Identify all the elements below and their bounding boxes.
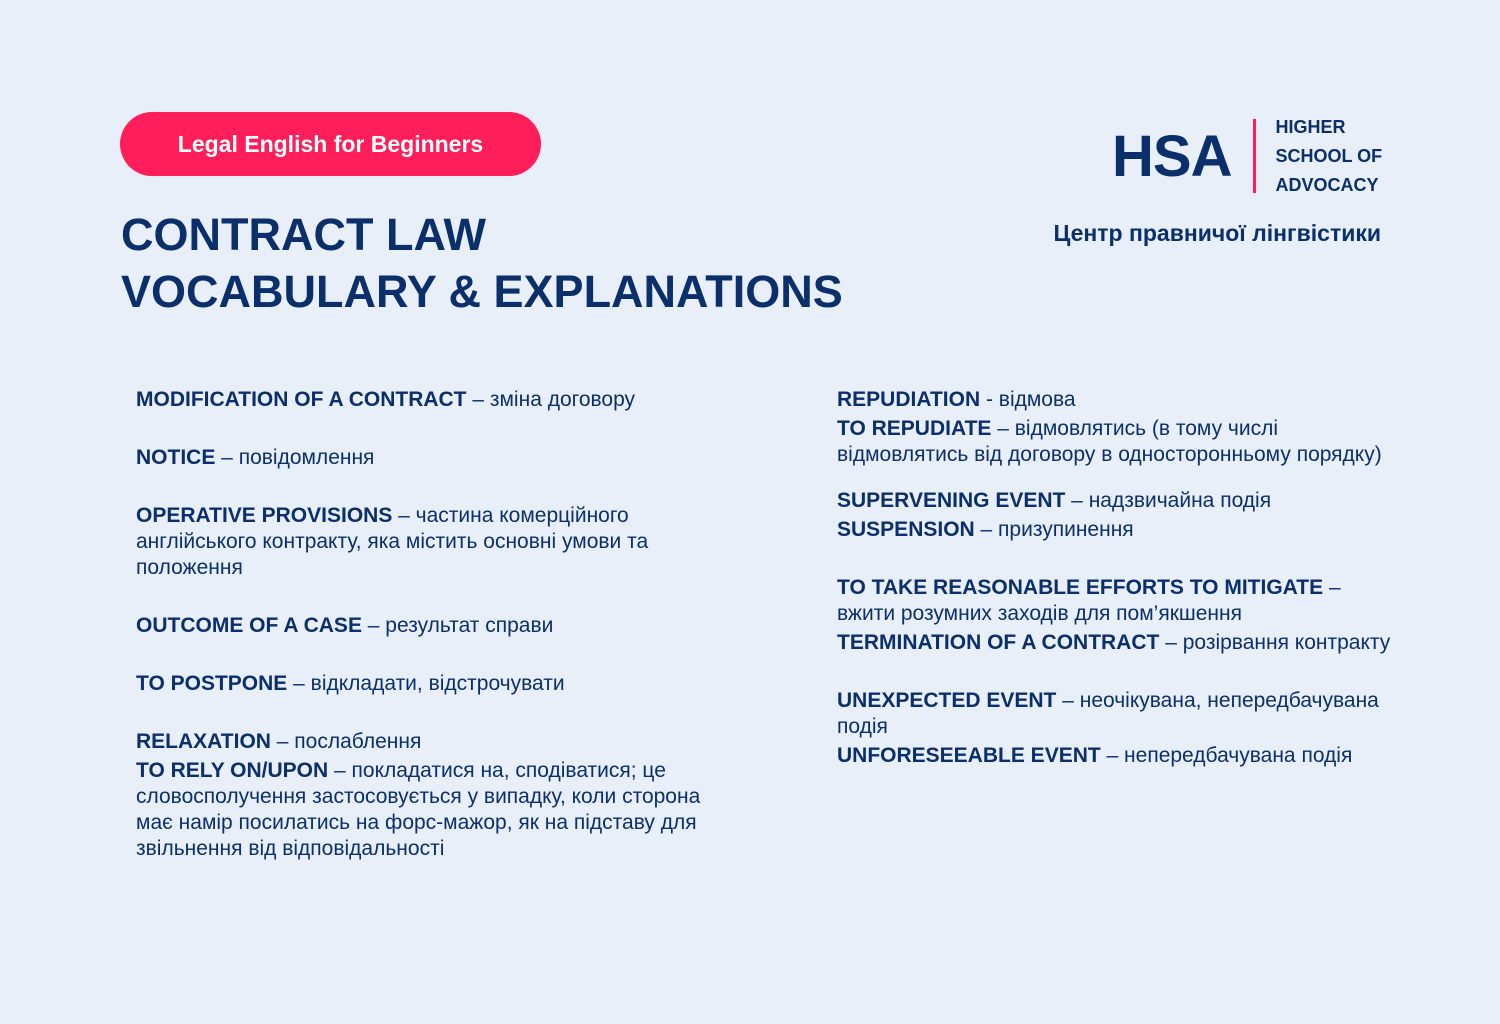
vocab-entry <box>837 387 1397 413</box>
hsa-logo <box>1112 116 1382 196</box>
vocab-entry <box>136 758 736 862</box>
title-line-1: CONTRACT LAW <box>121 209 486 260</box>
vocab-term: SUPERVENING EVENT <box>837 489 1066 512</box>
vocab-definition: – призупинення <box>974 518 1134 541</box>
vocab-term: UNFORESEEABLE EVENT <box>837 744 1101 767</box>
vocab-entry <box>136 503 736 581</box>
logo-word-advocacy: ADVOCACY <box>1275 174 1379 195</box>
vocab-term: TERMINATION OF A CONTRACT <box>837 631 1160 654</box>
vocab-definition: – вжити розумних заходів для пом’якшення <box>837 576 1341 625</box>
title-line-2: VOCABULARY & EXPLANATIONS <box>121 266 843 317</box>
vocab-definition: – покладатися на, сподіватися; це словосполучення застосовується у випадку, коли сторона має намір посилатись на форс-мажор, як на підставу для звільнення від відповідальності <box>136 759 701 860</box>
vocab-entry <box>136 671 736 697</box>
vocab-term: TO REPUDIATE <box>837 417 992 440</box>
vocab-definition: – розірвання контракту <box>1159 631 1391 654</box>
course-badge-label: Legal English for Beginners <box>177 130 484 157</box>
vocab-definition: – відкладати, відстрочувати <box>287 672 565 695</box>
vocab-entry <box>837 688 1397 740</box>
vocab-entry <box>136 613 736 639</box>
center-name: Центр правничої лінгвістики <box>1053 220 1381 246</box>
vocab-definition: – відмовлятись (в тому числі відмовлятись від договору в односторонньому порядку) <box>837 417 1382 466</box>
vocab-entry <box>136 387 736 413</box>
logo-word-higher: HIGHER <box>1275 116 1346 137</box>
vocab-entry <box>837 630 1397 656</box>
vocab-term: TO POSTPONE <box>136 672 288 695</box>
vocab-definition: – результат справи <box>361 614 554 637</box>
vocab-entry <box>136 729 736 755</box>
vocab-definition: – неочікувана, непередбачувана подія <box>837 689 1379 738</box>
course-badge <box>120 112 541 176</box>
logo-abbreviation: HSA <box>1112 123 1232 189</box>
vocab-entry <box>837 488 1397 514</box>
vocab-term: REPUDIATION <box>837 388 981 411</box>
vocab-term: UNEXPECTED EVENT <box>837 689 1057 712</box>
vocab-term: OUTCOME OF A CASE <box>136 614 362 637</box>
logo-full-name <box>1275 113 1382 200</box>
vocab-definition: – надзвичайна подія <box>1065 489 1272 512</box>
vocab-definition: – повідомлення <box>215 446 375 469</box>
vocab-term: OPERATIVE PROVISIONS <box>136 504 393 527</box>
vocab-definition: – зміна договору <box>466 388 636 411</box>
vocab-entry <box>837 517 1397 543</box>
vocab-definition: – непередбачувана подія <box>1100 744 1353 767</box>
vocab-entry <box>837 416 1397 468</box>
logo-divider <box>1253 119 1256 193</box>
vocab-term: SUSPENSION <box>837 518 975 541</box>
vocab-entry <box>837 743 1397 769</box>
vocabulary-column-left <box>136 387 736 862</box>
page-title <box>121 206 843 320</box>
vocab-term: RELAXATION <box>136 730 271 753</box>
vocab-definition: - відмова <box>980 388 1076 411</box>
vocab-entry <box>837 575 1397 627</box>
vocab-definition: – послаблення <box>270 730 422 753</box>
vocab-term: TO RELY ON/UPON <box>136 759 329 782</box>
vocab-term: MODIFICATION OF A CONTRACT <box>136 388 467 411</box>
vocab-term: TO TAKE REASONABLE EFFORTS TO MITIGATE <box>837 576 1324 599</box>
vocab-term: NOTICE <box>136 446 216 469</box>
vocab-definition: – частина комерційного англійського контракту, яка містить основні умови та положення <box>136 504 649 579</box>
vocabulary-column-right <box>837 387 1397 769</box>
logo-word-school-of: SCHOOL OF <box>1275 145 1383 166</box>
vocab-entry <box>136 445 736 471</box>
